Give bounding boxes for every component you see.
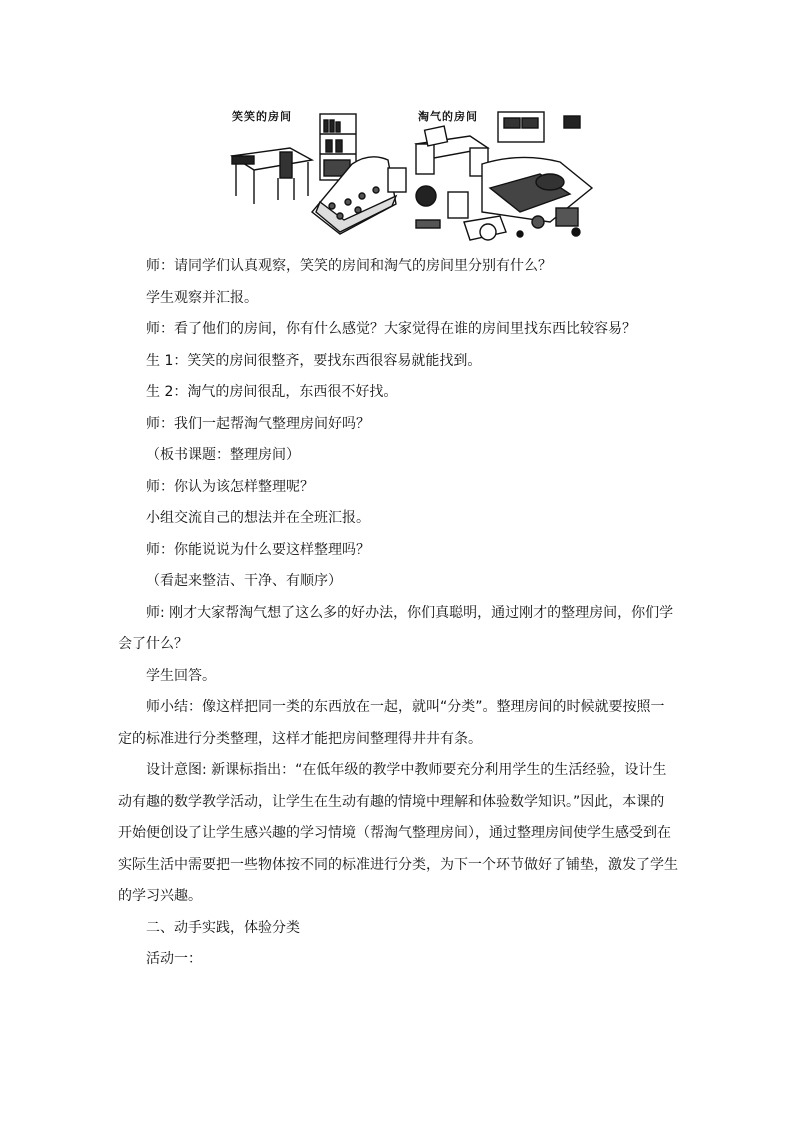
paragraph: 师小结：像这样把同一类的东西放在一起，就叫“分类”。整理房间的时候就要按照一 xyxy=(146,699,665,715)
paragraph: （看起来整洁、干净、有顺序） xyxy=(146,573,342,589)
rooms-drawing xyxy=(220,104,602,252)
lesson-text xyxy=(118,251,678,976)
paragraph: 活动一： xyxy=(146,951,202,967)
paragraph: 小组交流自己的想法并在全班汇报。 xyxy=(146,510,370,526)
paragraph: 师：请同学们认真观察，笑笑的房间和淘气的房间里分别有什么？ xyxy=(146,258,552,274)
paragraph-continuation: 的学习兴趣。 xyxy=(118,888,202,904)
paragraph: （板书课题：整理房间） xyxy=(146,447,300,463)
paragraph: 生 2：淘气的房间很乱，东西很不好找。 xyxy=(146,384,398,400)
paragraph-continuation: 实际生活中需要把一些物体按不同的标准进行分类，为下一个环节做好了铺垫，激发了学生 xyxy=(118,856,678,873)
paragraph: 学生回答。 xyxy=(146,667,216,684)
paragraph-continuation: 会了什么？ xyxy=(118,636,188,652)
paragraph-continuation: 定的标准进行分类整理，这样才能把房间整理得井井有条。 xyxy=(118,730,482,747)
messy-room-caption: 淘气的房间 xyxy=(418,110,478,123)
paragraph: 师: 刚才大家帮淘气想了这么多的好办法，你们真聪明，通过刚才的整理房间，你们学 xyxy=(146,604,674,621)
paragraph: 学生观察并汇报。 xyxy=(146,289,258,306)
paragraph: 师：我们一起帮淘气整理房间好吗？ xyxy=(146,415,370,432)
tidy-room-caption: 笑笑的房间 xyxy=(232,110,292,123)
paragraph: 师：你能说说为什么要这样整理吗？ xyxy=(146,541,370,558)
paragraph-continuation: 动有趣的数学教学活动，让学生在生动有趣的情境中理解和体验数学知识。”因此，本课的 xyxy=(118,793,665,810)
paragraph: 师：看了他们的房间，你有什么感觉？大家觉得在谁的房间里找东西比较容易？ xyxy=(146,321,636,337)
paragraph: 师：你认为该怎样整理呢？ xyxy=(146,478,314,495)
paragraph: 生 1：笑笑的房间很整齐，要找东西很容易就能找到。 xyxy=(146,352,482,369)
paragraph-continuation: 开始便创设了让学生感兴趣的学习情境（帮淘气整理房间），通过整理房间使学生感受到在 xyxy=(118,825,671,841)
paragraph: 设计意图: 新课标指出：“在低年级的教学中教师要充分利用学生的生活经验，设计生 xyxy=(146,762,667,778)
rooms-illustration xyxy=(220,104,602,252)
section-heading: 二、动手实践，体验分类 xyxy=(146,919,300,936)
